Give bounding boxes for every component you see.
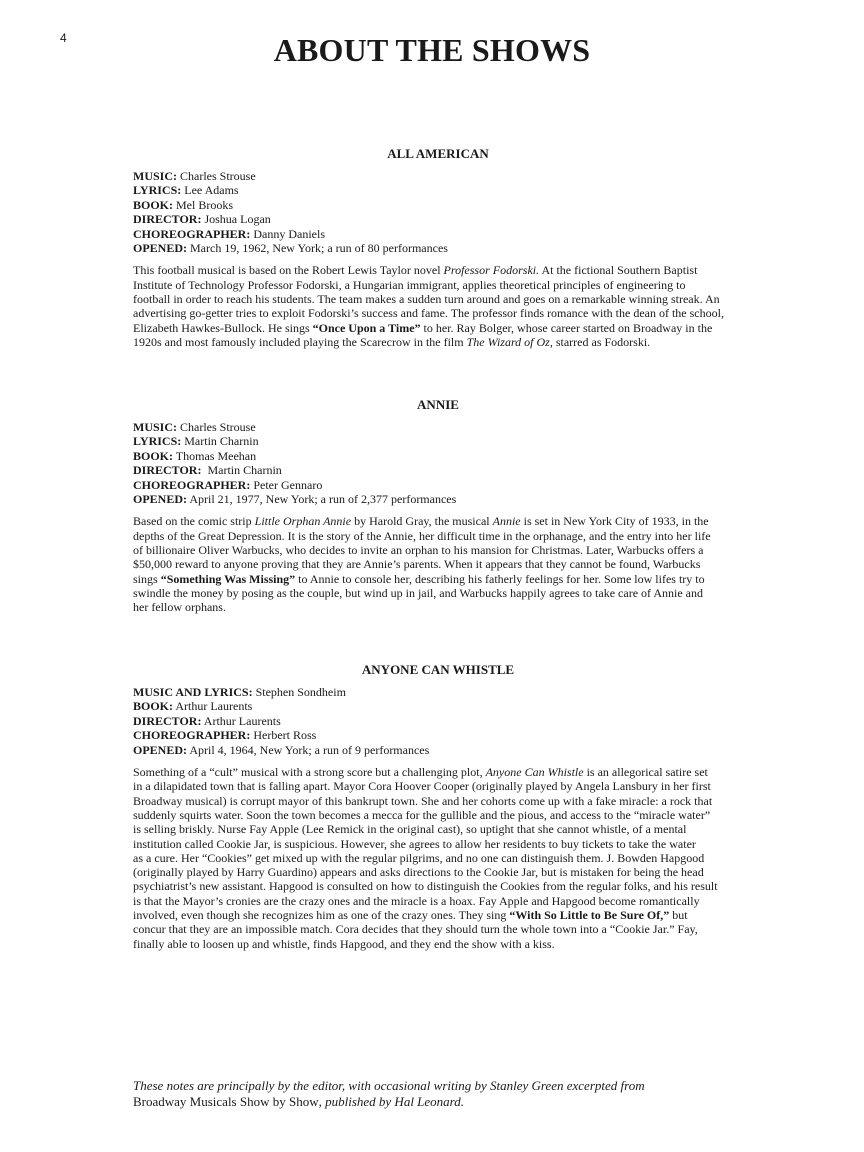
text-run: to Annie to console her, describing his fatherly feelings for her. Some low lifes try to: [295, 571, 705, 586]
credit-value: Thomas Meehan: [173, 448, 257, 463]
footer-book-title: Broadway Musicals Show by Show: [133, 1094, 319, 1109]
text-run: of billionaire Oliver Warbucks, who decides to invite an orphan to his mansion for Christmas. Later, Warbucks offers a: [133, 543, 704, 558]
italic-title: Anyone Can Whistle: [485, 765, 584, 780]
credit-label: MUSIC:: [133, 169, 177, 183]
credit-label: DIRECTOR:: [133, 463, 202, 478]
credit-label: DIRECTOR:: [133, 713, 202, 728]
credit-label: DIRECTOR:: [133, 212, 202, 227]
text-run: 1920s and most famously included playing the Scarecrow in the film: [133, 334, 467, 349]
synopsis-line: [133, 557, 753, 571]
text-run: institution called Cookie Jar, is suspicious. However, she agrees to allow her residents to buy tickets to take the water: [133, 836, 696, 851]
credit-line: [133, 212, 753, 226]
show-section-anyone-can-whistle: [133, 662, 753, 951]
text-run: Broadway musical) is corrupt mayor of this bankrupt town. She and her cohorts come up with a fake miracle: a rock that: [133, 793, 713, 808]
synopsis-line: [133, 292, 753, 306]
credit-label: MUSIC AND LYRICS:: [133, 685, 253, 699]
credit-line: [133, 714, 753, 728]
credit-value: Martin Charnin: [181, 434, 259, 449]
text-run: Institute of Technology Professor Fodorski, a Hungarian immigrant, applies theoretical principles of engineering to: [133, 277, 686, 292]
text-run: is that the Mayor’s cronies are the crazy ones and the miracle is a hoax. Fay Apple and Hapgood become romantically: [133, 893, 700, 908]
text-run: Something of a “cult” musical with a strong score but a challenging plot,: [133, 765, 486, 780]
page-title: ABOUT THE SHOWS: [273, 32, 591, 68]
text-run: is set in New York City of 1933, in the: [520, 514, 709, 529]
synopsis-line: [133, 851, 753, 865]
synopsis-paragraph: [133, 263, 753, 349]
text-run: advertising go-getter tries to exploit Fodorski’s success and fame. The professor finds romance with the dean of the school,: [133, 306, 724, 321]
song-title: “With So Little to Be Sure Of,”: [509, 908, 670, 922]
synopsis-line: [133, 306, 753, 320]
synopsis-line: [133, 922, 753, 936]
credit-value: Joshua Logan: [201, 212, 271, 227]
credit-line: [133, 492, 753, 506]
credit-label: OPENED:: [133, 492, 187, 507]
text-run: football in order to reach his students. The team makes a sudden turn around and goes on a remarkable winning streak. An: [133, 292, 720, 307]
credit-line: [133, 699, 753, 713]
text-run: starred as Fodorski.: [552, 334, 651, 349]
credit-line: [133, 169, 753, 183]
credit-label: MUSIC:: [133, 420, 177, 434]
text-run: sings: [133, 571, 161, 586]
synopsis-line: [133, 600, 753, 614]
credit-value: April 21, 1977, New York; a run of 2,377 performances: [187, 492, 457, 507]
text-run: but: [669, 908, 688, 922]
credit-value: Charles Strouse: [177, 420, 256, 434]
synopsis-line: [133, 837, 753, 851]
show-section-all-american: [133, 146, 753, 349]
credit-label: BOOK:: [133, 448, 174, 463]
text-run: psychiatrist’s new assistant. Hapgood is consulted on how to distinguish the Cookies from the regular folks, and his result: [133, 879, 718, 894]
text-run: (originally played by Harry Guardino) appears and asks directions to the Cookie Jar, but is mistaken for being the head: [133, 865, 704, 880]
synopsis-line: [133, 529, 753, 543]
credit-value: April 4, 1964, New York; a run of 9 performances: [187, 742, 430, 757]
synopsis-line: [133, 808, 753, 822]
text-run: finally able to loosen up and whistle, finds Hapgood, and they end the show with a kiss.: [133, 936, 555, 951]
credit-line: [133, 449, 753, 463]
credit-line: [133, 198, 753, 212]
section-heading: ANYONE CAN WHISTLE: [361, 662, 515, 677]
section-heading: ALL AMERICAN: [387, 146, 489, 161]
credits-list: [133, 169, 753, 255]
section-heading: ANNIE: [417, 397, 459, 412]
synopsis-line: [133, 894, 753, 908]
synopsis-line: [133, 765, 753, 779]
credit-line: [133, 743, 753, 757]
synopsis-line: [133, 879, 753, 893]
text-run: $50,000 reward to anyone proving that they are Annie’s parents. When it appears that they cannot be found, Warbucks: [133, 557, 701, 572]
credit-line: [133, 241, 753, 255]
page-number: 4: [60, 31, 67, 45]
text-run: in a dilapidated town that is falling apart. Mayor Cora Hoover Cooper (originally played by Angela Lansbury in her first: [133, 779, 711, 794]
synopsis-paragraph: [133, 514, 753, 614]
synopsis-line: [133, 586, 753, 600]
credit-line: [133, 685, 753, 699]
credit-line: [133, 183, 753, 197]
text-run: swindle the money by posing as the couple, but wind up in jail, and Warbucks happily agrees to take care of Annie and: [133, 585, 704, 600]
synopsis-line: [133, 263, 753, 277]
text-run: to her. Ray Bolger, whose career started on Broadway in the: [420, 320, 713, 335]
credit-label: BOOK:: [133, 197, 174, 212]
synopsis-line: [133, 335, 753, 349]
footer-line-1: These notes are principally by the editor, with occasional writing by Stanley Green excerpted from: [133, 1078, 645, 1093]
credit-line: [133, 420, 753, 434]
credit-value: Danny Daniels: [250, 226, 325, 241]
synopsis-line: [133, 865, 753, 879]
credit-value: Stephen Sondheim: [252, 685, 346, 699]
credit-label: CHOREOGRAPHER:: [133, 226, 251, 241]
text-run: by Harold Gray, the musical: [351, 514, 493, 529]
text-run: Elizabeth Hawkes-Bullock. He sings: [133, 320, 313, 335]
credit-value: Herbert Ross: [250, 728, 317, 743]
credit-line: [133, 227, 753, 241]
credit-value: Mel Brooks: [173, 197, 234, 212]
synopsis-line: [133, 908, 753, 922]
text-run: as a cure. Her “Cookies” get mixed up with the regular pilgrims, and no one can distinguish them. J. Bowden Hapgood: [133, 850, 705, 865]
text-run: depths of the Great Depression. It is the story of the Annie, her difficult time in the orphanage, and the entry into her life: [133, 528, 711, 543]
credit-label: LYRICS:: [133, 183, 182, 198]
italic-title: Annie: [492, 514, 521, 529]
credit-label: BOOK:: [133, 699, 174, 714]
synopsis-line: [133, 572, 753, 586]
text-run: This football musical is based on the Robert Lewis Taylor novel: [133, 263, 444, 278]
synopsis-line: [133, 278, 753, 292]
footer-line-2: , published by Hal Leonard.: [318, 1094, 465, 1109]
credit-label: OPENED:: [133, 742, 187, 757]
text-run: At the fictional Southern Baptist: [539, 263, 698, 278]
italic-title: The Wizard of Oz,: [466, 334, 553, 349]
credit-value: Peter Gennaro: [250, 477, 323, 492]
text-run: Based on the comic strip: [133, 514, 255, 529]
synopsis-line: [133, 514, 753, 528]
show-section-annie: [133, 397, 753, 615]
synopsis-line: [133, 822, 753, 836]
credit-value: Arthur Laurents: [173, 699, 253, 714]
text-run: involved, even though she recognizes him as one of the crazy ones. They sing: [133, 908, 510, 922]
credit-value: Martin Charnin: [201, 463, 282, 478]
synopsis-line: [133, 779, 753, 793]
credit-label: CHOREOGRAPHER:: [133, 477, 251, 492]
song-title: “Something Was Missing”: [160, 571, 296, 586]
text-run: her fellow orphans.: [133, 600, 226, 615]
credit-label: OPENED:: [133, 241, 187, 256]
song-title: “Once Upon a Time”: [312, 320, 421, 335]
synopsis-line: [133, 937, 753, 951]
credit-line: [133, 728, 753, 742]
credit-value: Charles Strouse: [177, 169, 256, 183]
credits-list: [133, 685, 753, 757]
synopsis-paragraph: [133, 765, 753, 951]
text-run: is selling briskly. Nurse Fay Apple (Lee Remick in the original cast), so uptight that she cannot whistle, of a mental: [133, 822, 687, 837]
credit-label: LYRICS:: [133, 434, 182, 449]
text-run: is an allegorical satire set: [583, 765, 708, 780]
credit-line: [133, 463, 753, 477]
synopsis-line: [133, 543, 753, 557]
credit-value: Lee Adams: [181, 183, 239, 198]
italic-title: Little Orphan Annie: [254, 514, 352, 529]
credit-label: CHOREOGRAPHER:: [133, 728, 251, 743]
credit-line: [133, 434, 753, 448]
synopsis-line: [133, 321, 753, 335]
credit-value: March 19, 1962, New York; a run of 80 performances: [187, 241, 448, 256]
synopsis-line: [133, 794, 753, 808]
text-run: concur that they are an impossible match. Cora decides that they should turn the whole town into a “Cookie Jar.” Fay,: [133, 922, 698, 937]
credits-list: [133, 420, 753, 506]
text-run: suddenly squirts water. Soon the town becomes a mecca for the gullible and the pious, and access to the “miracle water”: [133, 807, 711, 822]
italic-title: Professor Fodorski.: [443, 263, 540, 278]
footer-note: [133, 1078, 645, 1110]
credit-line: [133, 478, 753, 492]
credit-value: Arthur Laurents: [201, 713, 281, 728]
